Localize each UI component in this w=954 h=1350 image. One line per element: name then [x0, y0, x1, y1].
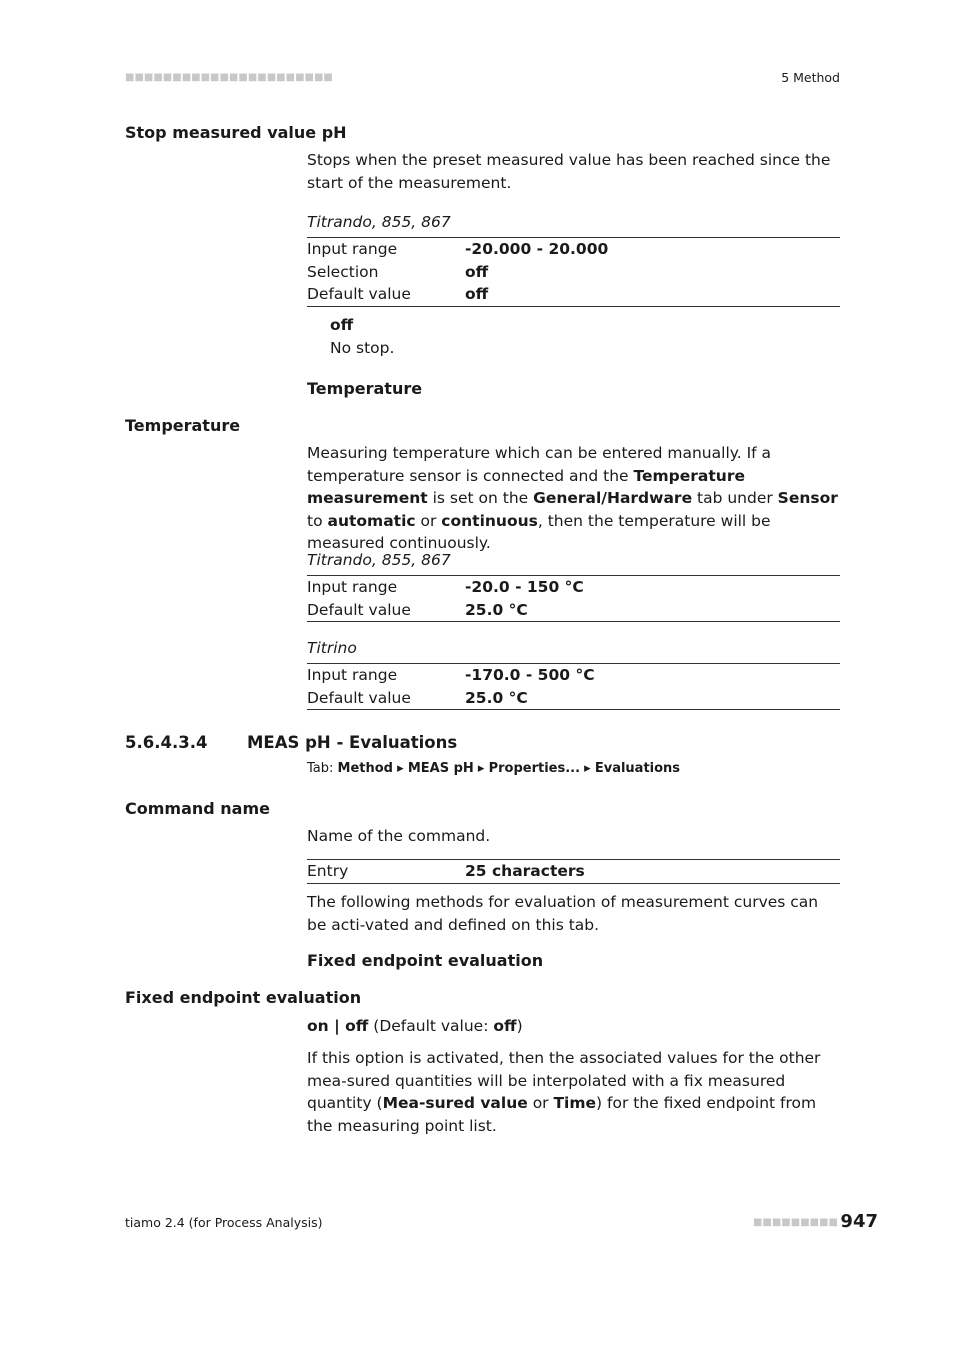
- table-row: [307, 283, 840, 306]
- temperature-table1-caption: Titrando, 855, 867: [307, 551, 451, 569]
- table-key: Input range: [307, 666, 398, 684]
- stop-ph-option: [330, 314, 394, 359]
- table-row: [307, 238, 840, 261]
- table-key: Entry: [307, 862, 349, 880]
- footer-product: tiamo 2.4 (for Process Analysis): [125, 1215, 323, 1230]
- arrow-icon: ▸: [477, 761, 485, 776]
- tab-path-item: MEAS pH: [407, 761, 474, 776]
- stop-ph-heading: Stop measured value pH: [125, 123, 347, 142]
- text: ) for the fixed endpoint from the measuring point list.: [307, 1094, 817, 1135]
- table-value: 25 characters: [465, 862, 585, 880]
- temperature-table1: [307, 575, 840, 622]
- temperature-subheading: Temperature: [307, 379, 423, 398]
- term: automatic: [327, 511, 416, 530]
- text: or: [415, 511, 442, 530]
- temperature-table2-caption: Titrino: [307, 639, 357, 657]
- default-value: off: [493, 1017, 517, 1035]
- term: Temperature measurement: [307, 466, 745, 507]
- table-key: Default value: [307, 688, 411, 707]
- table-key: Default value: [307, 600, 411, 619]
- fixed-heading: Fixed endpoint evaluation: [125, 988, 362, 1007]
- table-value: -170.0 - 500 °C: [465, 666, 595, 684]
- table-value: 25.0 °C: [465, 600, 528, 619]
- table-value: off: [465, 285, 489, 303]
- text: ): [516, 1017, 523, 1035]
- text: to: [307, 511, 328, 530]
- arrow-icon: ▸: [584, 761, 591, 776]
- table-row: [307, 261, 840, 284]
- command-name-description: Name of the command.: [307, 827, 491, 845]
- stop-ph-description: Stops when the preset measured value has been reached since the start of the measurement.: [307, 151, 831, 192]
- table-value: 25.0 °C: [465, 688, 528, 707]
- fixed-description: [307, 1047, 840, 1137]
- tab-prefix: Tab:: [307, 761, 338, 776]
- table-row: [307, 599, 840, 622]
- temperature-description: [307, 442, 840, 555]
- table-row: [307, 687, 840, 710]
- term: Sensor: [777, 489, 838, 507]
- fixed-subheading: Fixed endpoint evaluation: [307, 951, 544, 970]
- section-title: MEAS pH - Evaluations: [247, 733, 458, 752]
- tab-path-item: Evaluations: [594, 761, 681, 776]
- footer-decoration: ■■■■■■■■■: [752, 1217, 838, 1228]
- table-key: Input range: [307, 240, 398, 258]
- stop-ph-table: [307, 237, 840, 307]
- table-key: Selection: [307, 262, 379, 281]
- temperature-table2: [307, 663, 840, 710]
- header-decoration: ■■■■■■■■■■■■■■■■■■■■■■: [125, 72, 333, 83]
- option-term: off: [330, 316, 354, 334]
- text: is set on the: [427, 489, 534, 507]
- text: Measuring temperature which can be entered manually. If a temperature sensor is connected and the: [307, 444, 772, 485]
- text: If this option is activated, then the associated values for the other mea-sured quantities will be interpolated with a fix measured quantity (: [307, 1049, 821, 1112]
- command-name-followup: The following methods for evaluation of measurement curves can be acti-vated and defined on this tab.: [307, 893, 819, 934]
- stop-ph-table-caption: Titrando, 855, 867: [307, 213, 451, 231]
- term: Time: [553, 1094, 597, 1112]
- term: General/Hardware: [533, 489, 693, 507]
- text: or: [527, 1094, 554, 1112]
- tab-path-item: Method: [337, 761, 393, 776]
- command-name-heading: Command name: [125, 799, 270, 818]
- arrow-icon: ▸: [397, 761, 404, 776]
- text: (Default value:: [368, 1017, 494, 1035]
- table-key: Default value: [307, 285, 411, 303]
- onoff-values: on | off: [307, 1017, 369, 1035]
- table-row: [307, 576, 840, 599]
- text: tab under: [692, 489, 778, 507]
- table-value: off: [465, 262, 489, 281]
- fixed-onoff: [307, 1015, 840, 1038]
- table-key: Input range: [307, 578, 398, 596]
- option-description: No stop.: [330, 338, 395, 357]
- chapter-label: 5 Method: [781, 70, 840, 85]
- text: , then the temperature will be measured continuously.: [307, 511, 771, 552]
- table-value: -20.000 - 20.000: [465, 240, 609, 258]
- table-value: -20.0 - 150 °C: [465, 578, 584, 596]
- tab-path: [307, 761, 680, 776]
- section-number: 5.6.4.3.4: [125, 733, 208, 752]
- term: Mea-sured value: [382, 1094, 528, 1112]
- temperature-heading: Temperature: [125, 416, 241, 435]
- command-name-table: [307, 859, 840, 884]
- term: continuous: [441, 511, 538, 530]
- table-row: [307, 860, 840, 883]
- page-number: 947: [840, 1211, 878, 1232]
- table-row: [307, 664, 840, 687]
- tab-path-item: Properties...: [488, 761, 581, 776]
